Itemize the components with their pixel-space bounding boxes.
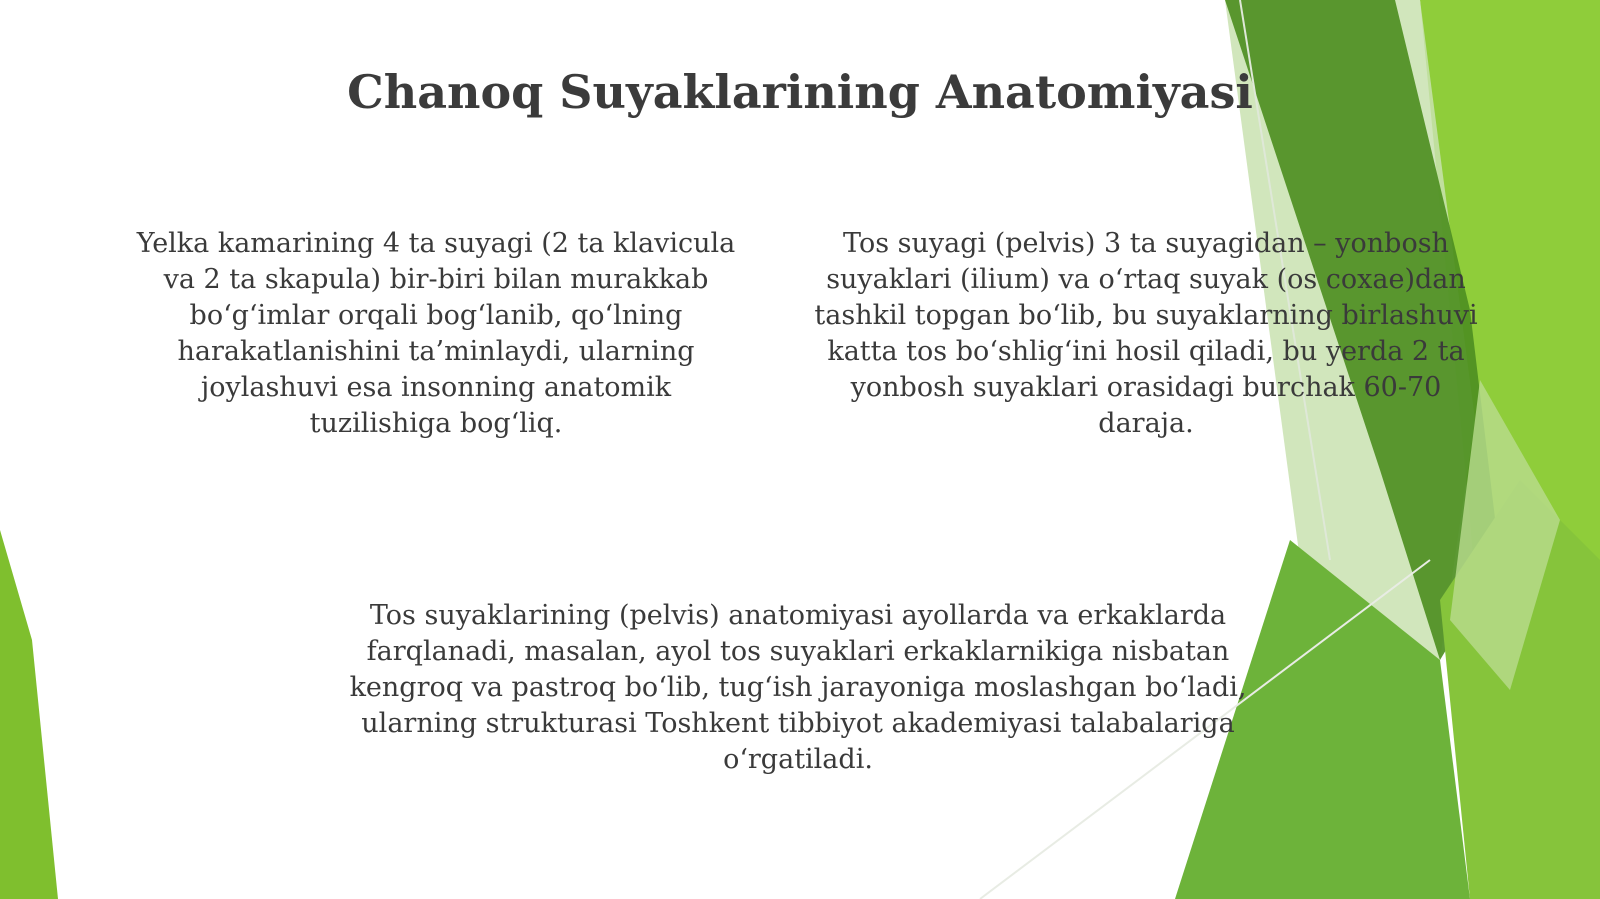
left-edge-facet [0,530,58,899]
paragraph-right: Tos suyagi (pelvis) 3 ta suyagidan – yonbosh suyaklari (ilium) va o‘rtaq suyak (os coxae)dan tashkil topgan bo‘lib, bu suyaklarning birlashuvi katta tos bo‘shlig‘ini hosil qiladi, bu yerda 2 ta yonbosh suyaklari orasidagi burchak 60-70 daraja. [814,228,1478,439]
paragraph-bottom: Tos suyaklarining (pelvis) anatomiyasi ayollarda va erkaklarda farqlanadi, masalan, ayol tos suyaklari erkaklarnikiga nisbatan kengroq va pastroq bo‘lib, tug‘ish jarayoniga moslashgan bo‘ladi, ularning strukturasi Toshkent tibbiyot akademiyasi talabalariga o‘rgatiladi. [349,600,1247,775]
slide-title: Chanoq Suyaklarining Anatomiyasi [347,65,1253,119]
paragraph-left: Yelka kamarining 4 ta suyagi (2 ta klavicula va 2 ta skapula) bir-biri bilan murakkab bo‘g‘imlar orqali bog‘lanib, qo‘lning harakatlanishini ta’minlaydi, ularning joylashuvi esa insonning anatomik tuzilishiga bog‘liq. [136,228,736,439]
